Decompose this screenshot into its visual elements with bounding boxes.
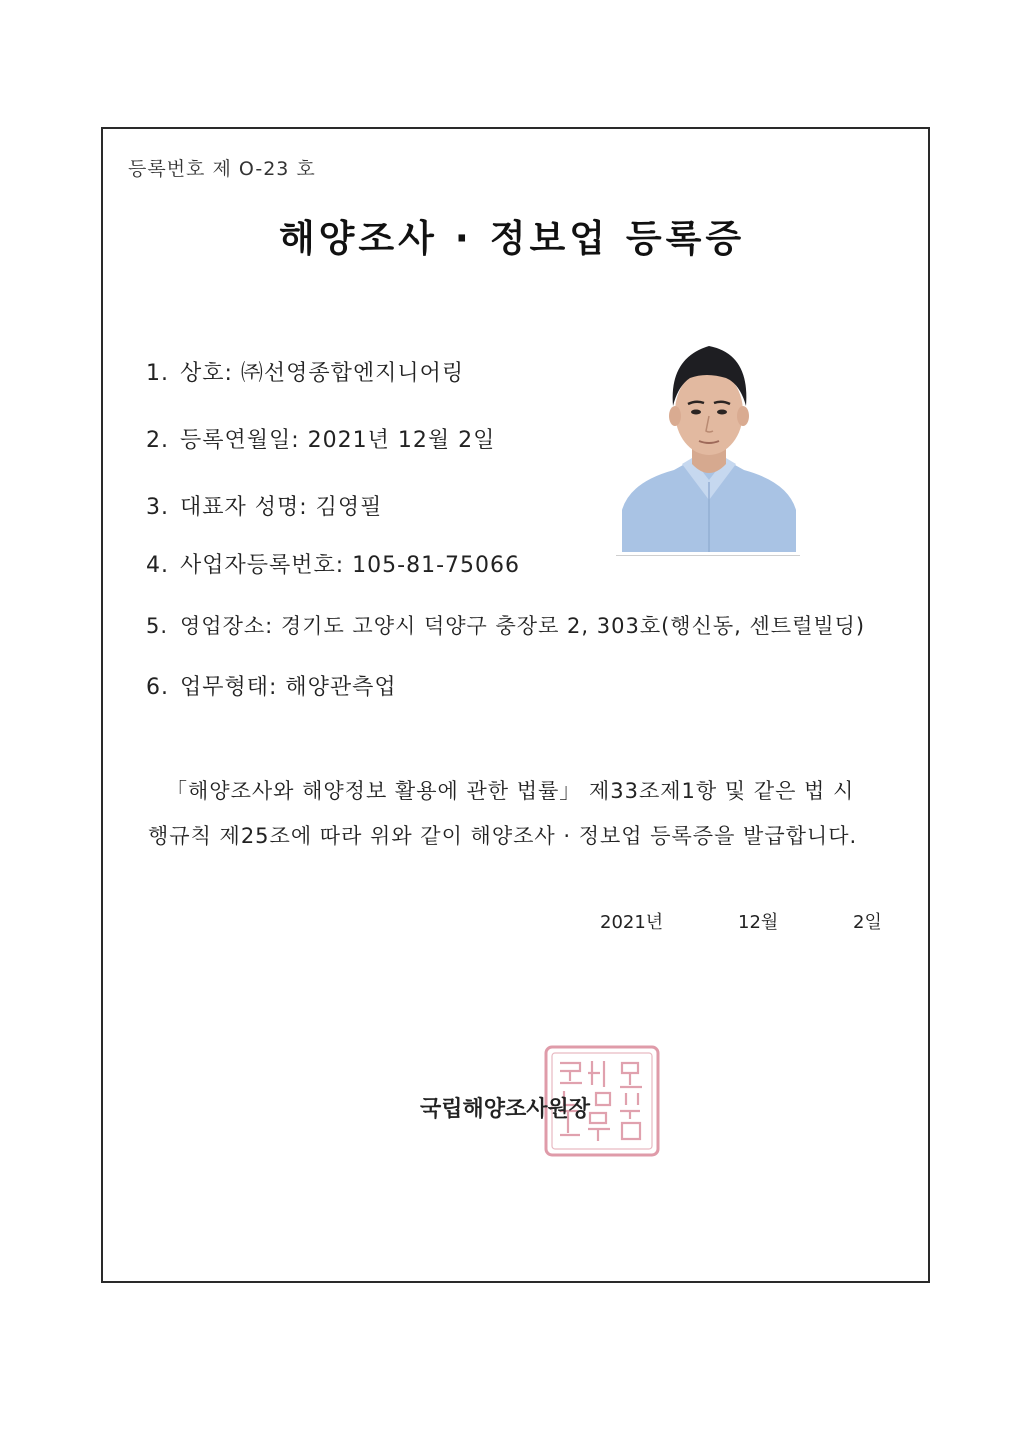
item-number: 1. — [146, 361, 169, 386]
item-representative — [146, 490, 382, 521]
item-registration-date — [146, 423, 495, 454]
item-business-address — [146, 610, 865, 640]
representative-photo — [622, 332, 796, 552]
item-number: 6. — [146, 675, 169, 700]
item-business-type — [146, 670, 397, 701]
item-text: 사업자등록번호: 105-81-75066 — [180, 553, 521, 578]
item-text: 등록연월일: 2021년 12월 2일 — [180, 428, 496, 453]
issuer-name: 국립해양조사원장 — [420, 1097, 591, 1122]
item-text: 상호: ㈜선영종합엔지니어링 — [180, 361, 465, 386]
item-number: 3. — [146, 495, 169, 520]
item-text: 영업장소: 경기도 고양시 덕양구 충장로 2, 303호(행신동, 센트럴빌딩) — [180, 614, 866, 638]
item-number: 5. — [146, 614, 169, 638]
issue-month: 12월 — [738, 912, 779, 933]
item-text: 대표자 성명: 김영필 — [180, 495, 383, 520]
certificate-title: 해양조사 · 정보업 등록증 — [278, 217, 746, 260]
photo-underline — [616, 555, 800, 556]
item-text: 업무형태: 해양관측업 — [180, 675, 397, 700]
statement-line-2: 행규칙 제25조에 따라 위와 같이 해양조사 · 정보업 등록증을 발급합니다. — [148, 824, 858, 848]
statement-line-1: 「해양조사와 해양정보 활용에 관한 법률」 제33조제1항 및 같은 법 시 — [166, 779, 855, 803]
item-business-number — [146, 548, 520, 579]
item-company-name — [146, 356, 464, 387]
item-number: 2. — [146, 428, 169, 453]
item-number: 4. — [146, 553, 169, 578]
issue-day: 2일 — [853, 912, 882, 933]
registration-number: 등록번호 제 O-23 호 — [128, 158, 316, 180]
issue-year: 2021년 — [600, 912, 664, 933]
